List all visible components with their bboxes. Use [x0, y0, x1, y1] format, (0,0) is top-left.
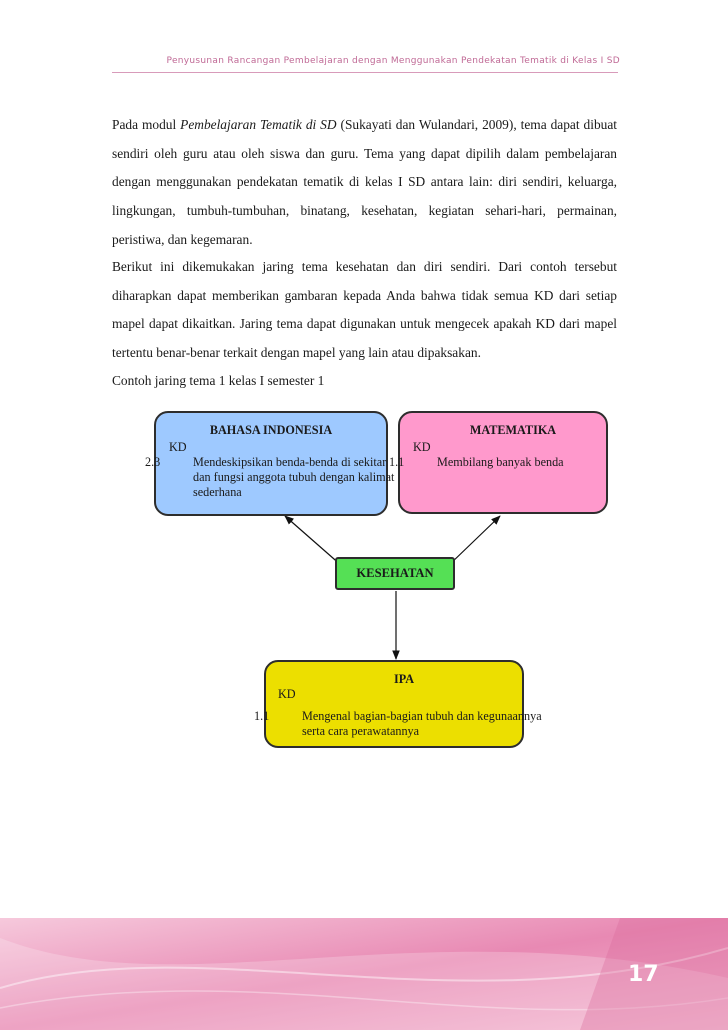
bahasa-kd-label: KD	[169, 440, 187, 454]
matematika-title: MATEMATIKA	[469, 423, 557, 437]
matematika-kd-item	[389, 455, 627, 470]
matematika-kd-label: KD	[413, 440, 431, 454]
paragraph-example-caption: Contoh jaring tema 1 kelas I semester 1	[112, 373, 325, 388]
arrow-to-matematika	[448, 516, 500, 566]
ipa-kd-number: 1.1	[254, 709, 270, 723]
ipa-kd-label: KD	[278, 687, 296, 701]
bahasa-indonesia-box	[145, 411, 395, 516]
footer-decoration	[0, 918, 728, 1030]
matematika-box	[389, 411, 608, 514]
bahasa-kd-item	[145, 455, 403, 500]
ipa-kd-item	[254, 709, 542, 739]
module-title: Pembelajaran Tematik di SD	[180, 117, 337, 132]
p1-post: (Sukayati dan Wulandari, 2009), tema dapat dibuat sendiri oleh guru atau oleh siswa dan guru. Tema yang dapat dipilih dalam pembelajaran dengan menggunakan pendekatan tematik di kelas I SD antara lain: diri sendiri, keluarga, lingkungan, tumbuh-tumbuhan, binatang, kesehatan, kegiatan sehari-hari, permainan, peristiwa, dan kegemaran.	[112, 117, 618, 247]
ipa-box	[254, 660, 542, 748]
matematika-kd-number: 1.1	[389, 455, 405, 469]
bahasa-kd-text: Mendeskipsikan benda-benda di sekitar dan fungsi anggota tubuh dengan kalimat sederhana	[193, 455, 395, 499]
page-number: 17	[628, 962, 659, 987]
running-header: Penyusunan Rancangan Pembelajaran dengan Menggunakan Pendekatan Tematik di Kelas I SD	[166, 56, 620, 66]
arrow-to-bahasa	[285, 516, 342, 566]
paragraph-explanation: Berikut ini dikemukakan jaring tema kesehatan dan diri sendiri. Dari contoh tersebut diharapkan dapat memberikan gambaran kepada Anda bahwa tidak semua KD dari setiap mapel dapat dikaitkan. Jaring tema dapat digunakan untuk mengecek apakah KD dari mapel tertentu benar-benar terkait dengan mapel yang lain atau dipaksakan.	[112, 259, 617, 361]
ipa-kd-text: Mengenal bagian-bagian tubuh dan kegunaannya serta cara perawatannya	[302, 709, 542, 738]
bahasa-kd-number: 2.3	[145, 455, 161, 469]
p1-pre: Pada modul	[112, 117, 181, 132]
kesehatan-theme-box: KESEHATAN	[335, 557, 455, 590]
ipa-title: IPA	[393, 672, 415, 686]
matematika-kd-text: Membilang banyak benda	[437, 455, 564, 469]
bahasa-title: BAHASA INDONESIA	[209, 423, 333, 437]
